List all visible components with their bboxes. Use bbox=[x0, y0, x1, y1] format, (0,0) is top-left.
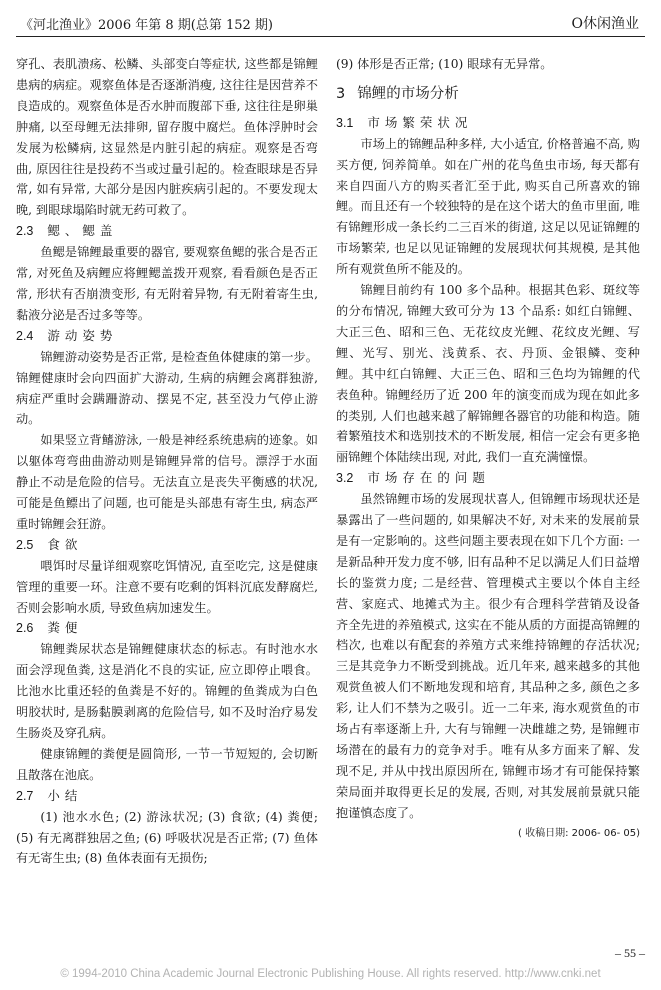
paragraph: 锦鲤粪尿状态是锦鲤健康状态的标志。有时池水水面会浮现鱼粪, 这是消化不良的实证, 应立即停止喂食。比池水比重还轻的鱼粪是不好的。锦鲤的鱼粪成为白色明胶状时, 是肠黏膜剥离的危险信号, 如不及时治疗易发生肠炎及穿孔病。 bbox=[16, 642, 318, 740]
paragraph: 虽然锦鲤市场的发展现状喜人, 但锦鲤市场现状还是暴露出了一些问题的, 如果解决不好, 对未来的发展前景是有一定影响的。这些问题主要表现在如下几个方面: 一是新品种开发力度不够, 旧有品种不足以满足人们日益增长的鉴赏力度; 二是经营、管理模式主要以个体自主经营、家庭式、地摊式为主。很少有合理科学营销及设备齐全先进的养殖模式, 这实在不能从质的方面提高锦鲤的档次, 也难以有配套的养殖方式来维持锦鲤的存活状况; 三是其竞争力不断受到挑战。近几年来, 越来越多的其他观赏鱼被人们不断地发现和培育, 其品种之多, 颜色之多彩, 让人们不禁为之吸引。近一二年来, 海水观赏鱼的市场占有率逐渐上升, 大有与锦鲤一决雌雄之势, 是锦鲤市场潜在的最有力的竞争对手。唯有从多方面来了解、发现不足, 并从中找出原因所在, 锦鲤市场才有可能保持繁荣局面并取得更长足的发展, 否则, 对其发展前景就只能抱谨慎态度了。 bbox=[336, 492, 640, 820]
subsection-heading-2-5 bbox=[16, 535, 318, 556]
paragraph: 穿孔、表肌溃疡、松鳞、头部变白等症状, 这些都是锦鲤患病的病症。观察鱼体是否逐渐消瘦, 这往往是因营养不良造成的。观察鱼体是否水肿而腹部下垂, 这往往是卵巢肿痛, 以至母鲤无法排卵, 留存腹中腐烂。鱼体浮肿时会发展为松鳞病, 这显然是内脏引起的病症。观察是否弯曲, 原因往往是投药不当或过量引起的。检查眼球是否异常, 如有异常, 大部分是因内脏疾病引起的。不要发现太晚, 到眼球塌陷时就无药可救了。 bbox=[16, 57, 318, 218]
section-title: 市场存在的问题 bbox=[367, 471, 490, 486]
section-title: 市场繁荣状况 bbox=[367, 115, 473, 130]
section-title: 锦鲤的市场分析 bbox=[357, 85, 459, 102]
section-number: 2.5 bbox=[16, 537, 34, 552]
paragraph: (1) 池水水色; (2) 游泳状况; (3) 食欲; (4) 粪便; (5) 有无离群独居之鱼; (6) 呼吸状况是否正常; (7) 鱼体有无寄生虫; (8) 鱼体表面有无损伤; bbox=[16, 809, 318, 866]
received-date: ( 收稿日期: 2006- 06- 05) bbox=[517, 827, 640, 839]
section-title: 粪便 bbox=[47, 621, 83, 636]
section-title: 游动姿势 bbox=[47, 328, 118, 343]
copyright-footer: © 1994-2010 China Academic Journal Electronic Publishing House. All rights reserved. http://www.cnki.net bbox=[60, 968, 601, 980]
section-number: 2.3 bbox=[16, 224, 34, 239]
section-title: 食欲 bbox=[47, 537, 83, 552]
running-header bbox=[16, 8, 645, 37]
subsection-heading-3-1 bbox=[336, 113, 640, 134]
left-column bbox=[16, 54, 318, 869]
right-column bbox=[336, 54, 640, 845]
section-label: O休闲渔业 bbox=[571, 16, 639, 32]
section-number: 3 bbox=[336, 85, 346, 102]
subsection-heading-2-3 bbox=[16, 221, 318, 242]
section-number: 2.4 bbox=[16, 328, 34, 343]
paragraph: 鱼鳃是锦鲤最重要的器官, 要观察鱼鳃的张合是否正常, 对死鱼及病鲤应将鲤鳃盖拨开观察, 看看颜色是否正常, 形状有否崩溃变形, 有无附着异物, 有无附着寄生虫, 黏液分泌是否过多等等。 bbox=[16, 245, 318, 322]
section-number: 3.1 bbox=[336, 115, 354, 130]
paragraph: 锦鲤游动姿势是否正常, 是检查鱼体健康的第一步。锦鲤健康时会向四面扩大游动, 生病的病鲤会离群独游, 病症严重时会蹒跚游动、摆晃不定, 甚至没力气停止游动。 bbox=[16, 349, 318, 427]
section-number: 3.2 bbox=[336, 471, 354, 486]
page-number: – 55 – bbox=[615, 946, 645, 960]
section-title: 小结 bbox=[47, 788, 83, 803]
subsection-heading-3-2 bbox=[336, 468, 640, 489]
section-title: 鳃、鳃盖 bbox=[47, 224, 118, 239]
paragraph: 如果竖立背鳍游泳, 一般是神经系统患病的迹象。如以躯体弯弯曲曲游动则是锦鲤异常的信号。漂浮于水面静止不动是危险的信号。无法直立是丧失平衡感的状况, 可能是鱼鳔出了问题, 也可能是头部患有寄生虫, 病态严重时锦鲤会狂游。 bbox=[16, 433, 318, 531]
paragraph: 健康锦鲤的粪便是圆筒形, 一节一节短短的, 会切断且散落在池底。 bbox=[16, 746, 318, 782]
subsection-heading-2-6 bbox=[16, 618, 318, 639]
section-heading-3 bbox=[336, 84, 640, 105]
paragraph: (9) 体形是否正常; (10) 眼球有无异常。 bbox=[336, 57, 553, 71]
subsection-heading-2-7 bbox=[16, 786, 318, 807]
paragraph: 喂饵时尽量详细观察吃饵情况, 直至吃完, 这是健康管理的重要一环。注意不要有吃剩的饵料沉底发酵腐烂, 否则会影响水质, 导致鱼病加速发生。 bbox=[16, 558, 318, 615]
section-number: 2.7 bbox=[16, 788, 34, 803]
paragraph: 锦鲤目前约有 100 多个品种。根据其色彩、斑纹等的分布情况, 锦鲤大致可分为 13 个品系: 如红白锦鲤、大正三色、昭和三色、无花纹皮光鲤、花纹皮光鲤、写鲤、光写、别光、浅黄系、衣、丹顶、金银鳞、变种鲤。其中红白锦鲤、大正三色、昭和三色均为锦鲤的代表鱼种。锦鲤经历了近 200 年的演变而成为现在如此多的类别, 人们也越来越了解锦鲤各器官的功能和构造。随着繁殖技术和选别技术的不断发展, 相信一定会有更多艳丽锦鲤个体陆续出现, 对此, 我们一直充满憧憬。 bbox=[336, 283, 640, 465]
section-number: 2.6 bbox=[16, 621, 34, 636]
subsection-heading-2-4 bbox=[16, 326, 318, 347]
paragraph: 市场上的锦鲤品种多样, 大小适宜, 价格普遍不高, 购买方便, 饲养简单。如在广州的花鸟鱼虫市场, 每天都有来自四面八方的购买者汇至于此, 购买自己所喜欢的锦鲤。而且还有一个较独特的是在这个诺大的鱼市里面, 唯有锦鲤形成一条长约二三百米的街道, 这足以见证锦鲤的市场繁荣, 也足以见证锦鲤的发展现状何其规模, 是其他所有观赏鱼所不能及的。 bbox=[336, 136, 640, 277]
journal-title: 《河北渔业》2006 年第 8 期(总第 152 期) bbox=[20, 18, 273, 33]
